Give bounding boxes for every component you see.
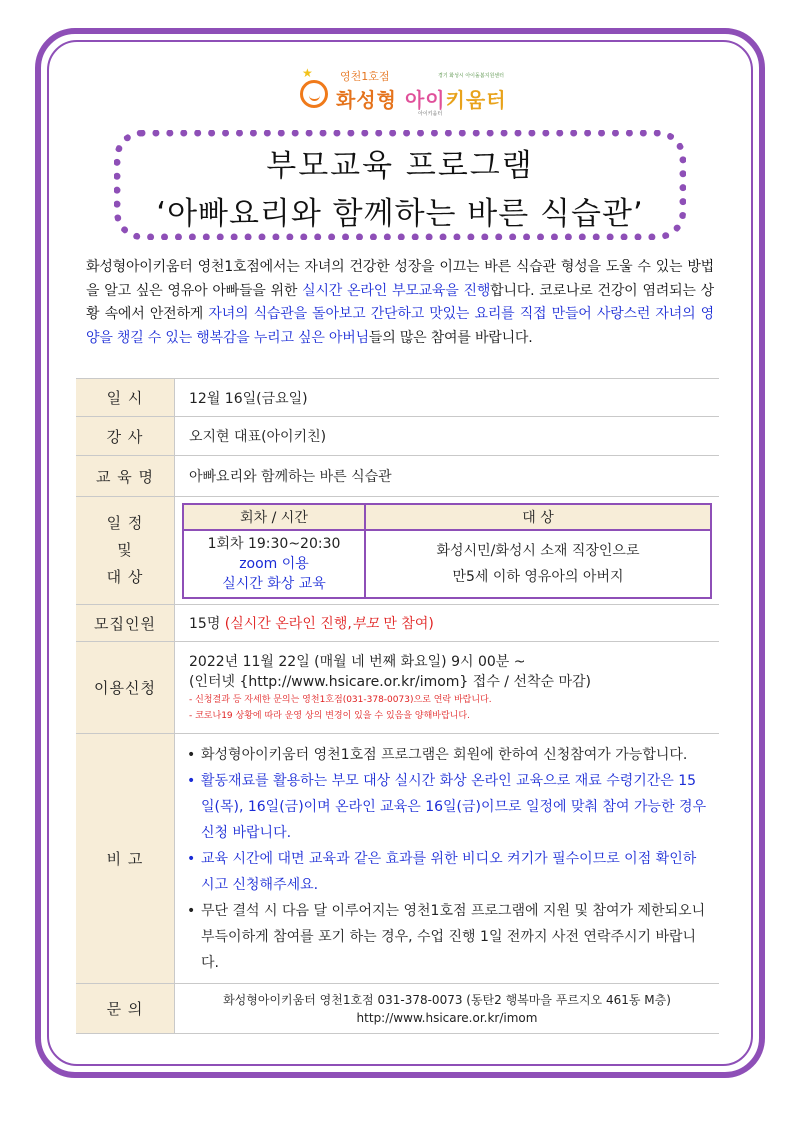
schedule-target-cell: [365, 530, 711, 598]
remarks-item: • 교육 시간에 대면 교육과 같은 효과를 위한 비디오 켜기가 필수이므로 이점 확인하시고 신청해주세요.: [187, 846, 709, 898]
target-line: 화성시민/화성시 소재 직장인으로: [436, 542, 640, 559]
row-course: [76, 456, 719, 497]
intro-highlight: 자녀의 식습관을 돌아보고 간단하고 맛있는 요리를 직접 만들어 사랑스런 자녀의 영양을 챙길 수 있는 행복감을 누리고 싶은 아버님: [86, 306, 714, 346]
logo-name-part: 화성형: [336, 88, 405, 112]
label-lecturer: 강 사: [76, 417, 175, 456]
apply-period: 2022년 11월 22일 (매월 네 번째 화요일) 9시 00분 ~: [189, 653, 526, 670]
label-date: 일 시: [76, 379, 175, 417]
label-contact: 문 의: [76, 984, 175, 1034]
remarks-item: • 무단 결석 시 다음 달 이루어지는 영천1호점 프로그램에 지원 및 참여가 제한되오니 부득이하게 참여를 포기 하는 경우, 수업 진행 1일 전까지 사전 연락주시기 바랍니다.: [187, 898, 709, 976]
schedule-header-session: 회차 / 시간: [183, 504, 365, 530]
label-course: 교 육 명: [76, 456, 175, 497]
session-mode: 실시간 화상 교육: [222, 575, 326, 592]
title-line-1: 부모교육 프로그램: [266, 148, 534, 184]
logo-name: [336, 84, 507, 113]
logo-name-part: 키움터: [445, 88, 507, 112]
remarks-item: • 화성형아이키움터 영천1호점 프로그램은 회원에 한하여 신청참여가 가능합니다.: [187, 742, 709, 768]
label-schedule: [76, 497, 175, 605]
row-apply: [76, 642, 719, 734]
row-date: [76, 379, 719, 417]
value-apply: [175, 642, 720, 734]
recruit-note-emphasis: 부모: [351, 616, 379, 632]
intro-highlight: 실시간 온라인 부모교육을 진행: [302, 282, 491, 299]
row-remarks: [76, 734, 719, 984]
logo-association: 경기 화성시 아이돌봄지원센터: [438, 73, 504, 79]
logo-subtext: 아이키움터: [418, 111, 443, 117]
schedule-row: [183, 530, 711, 598]
remarks-list: [187, 742, 709, 976]
value-remarks: [175, 734, 720, 984]
schedule-table: [182, 503, 712, 599]
row-recruit: [76, 605, 719, 642]
value-course: 아빠요리와 함께하는 바른 식습관: [175, 456, 720, 497]
value-recruit: [175, 605, 720, 642]
intro-text: 화성형아이키움터 영천1호점에서는 자녀의 건강한 성장을 이끄는 바른 식습관 형성을 도울 수 있는 방법을 알고 싶은 영유아 아빠들을 위한: [86, 259, 714, 299]
apply-method: (인터넷 {http://www.hsicare.or.kr/imom} 접수 / 선착순 마감): [189, 673, 591, 690]
session-time: 1회차 19:30~20:30: [207, 535, 341, 552]
star-icon: ★: [302, 66, 313, 80]
target-line: 만5세 이하 영유아의 아버지: [452, 568, 624, 585]
apply-note: - 코로나19 상황에 따라 운영 상의 변경이 있을 수 있음을 양해바랍니다.: [189, 710, 470, 721]
row-contact: [76, 984, 719, 1034]
schedule-session-cell: [183, 530, 365, 598]
value-schedule: [175, 497, 720, 605]
logo-name-part: 아이: [404, 88, 446, 112]
value-date: 12월 16일(금요일): [175, 379, 720, 417]
row-lecturer: [76, 417, 719, 456]
contact-address: 화성형아이키움터 영천1호점 031-378-0073 (동탄2 행복마을 푸르지오 461동 M층): [223, 992, 671, 1007]
row-schedule: [76, 497, 719, 605]
remarks-item: • 활동재료를 활용하는 부모 대상 실시간 화상 온라인 교육으로 재료 수령기간은 15일(목), 16일(금)이며 온라인 교육은 16일(금)이므로 일정에 맞춰 참여 가능한 경우 신청 바랍니다.: [187, 768, 709, 846]
session-mode: zoom 이용: [239, 555, 309, 572]
value-lecturer: 오지현 대표(아이키친): [175, 417, 720, 456]
label-apply: 이용신청: [76, 642, 175, 734]
label-schedule-line: 대 상: [106, 568, 144, 586]
label-schedule-line: 일 정: [106, 514, 144, 532]
intro-text: 합니다. 코로나로 건강이 염려되는 상황 속에서 안전하게: [86, 282, 714, 322]
schedule-header-row: [183, 504, 711, 530]
label-remarks: 비 고: [76, 734, 175, 984]
program-info-table: [76, 378, 719, 1034]
intro-paragraph: [86, 256, 714, 350]
intro-text: 들의 많은 참여를 바랍니다.: [368, 329, 533, 346]
value-contact: [175, 984, 720, 1034]
apply-note: - 신청결과 등 자세한 문의는 영천1호점(031-378-0073)으로 연락 바랍니다.: [189, 694, 492, 705]
logo-branch: 영천1호점: [340, 70, 390, 83]
recruit-count: 15명: [189, 616, 225, 632]
title-line-2: ‘아빠요리와 함께하는 바른 식습관’: [156, 196, 644, 232]
contact-url: http://www.hsicare.or.kr/imom: [356, 1010, 538, 1025]
recruit-note: (실시간 온라인 진행,: [224, 616, 352, 632]
label-recruit: 모집인원: [76, 605, 175, 642]
recruit-note: 만 참여): [378, 616, 434, 632]
smiley-face-icon: [300, 80, 328, 108]
logo: [300, 66, 540, 122]
label-schedule-line: 및: [117, 541, 133, 559]
schedule-header-target: 대 상: [365, 504, 711, 530]
